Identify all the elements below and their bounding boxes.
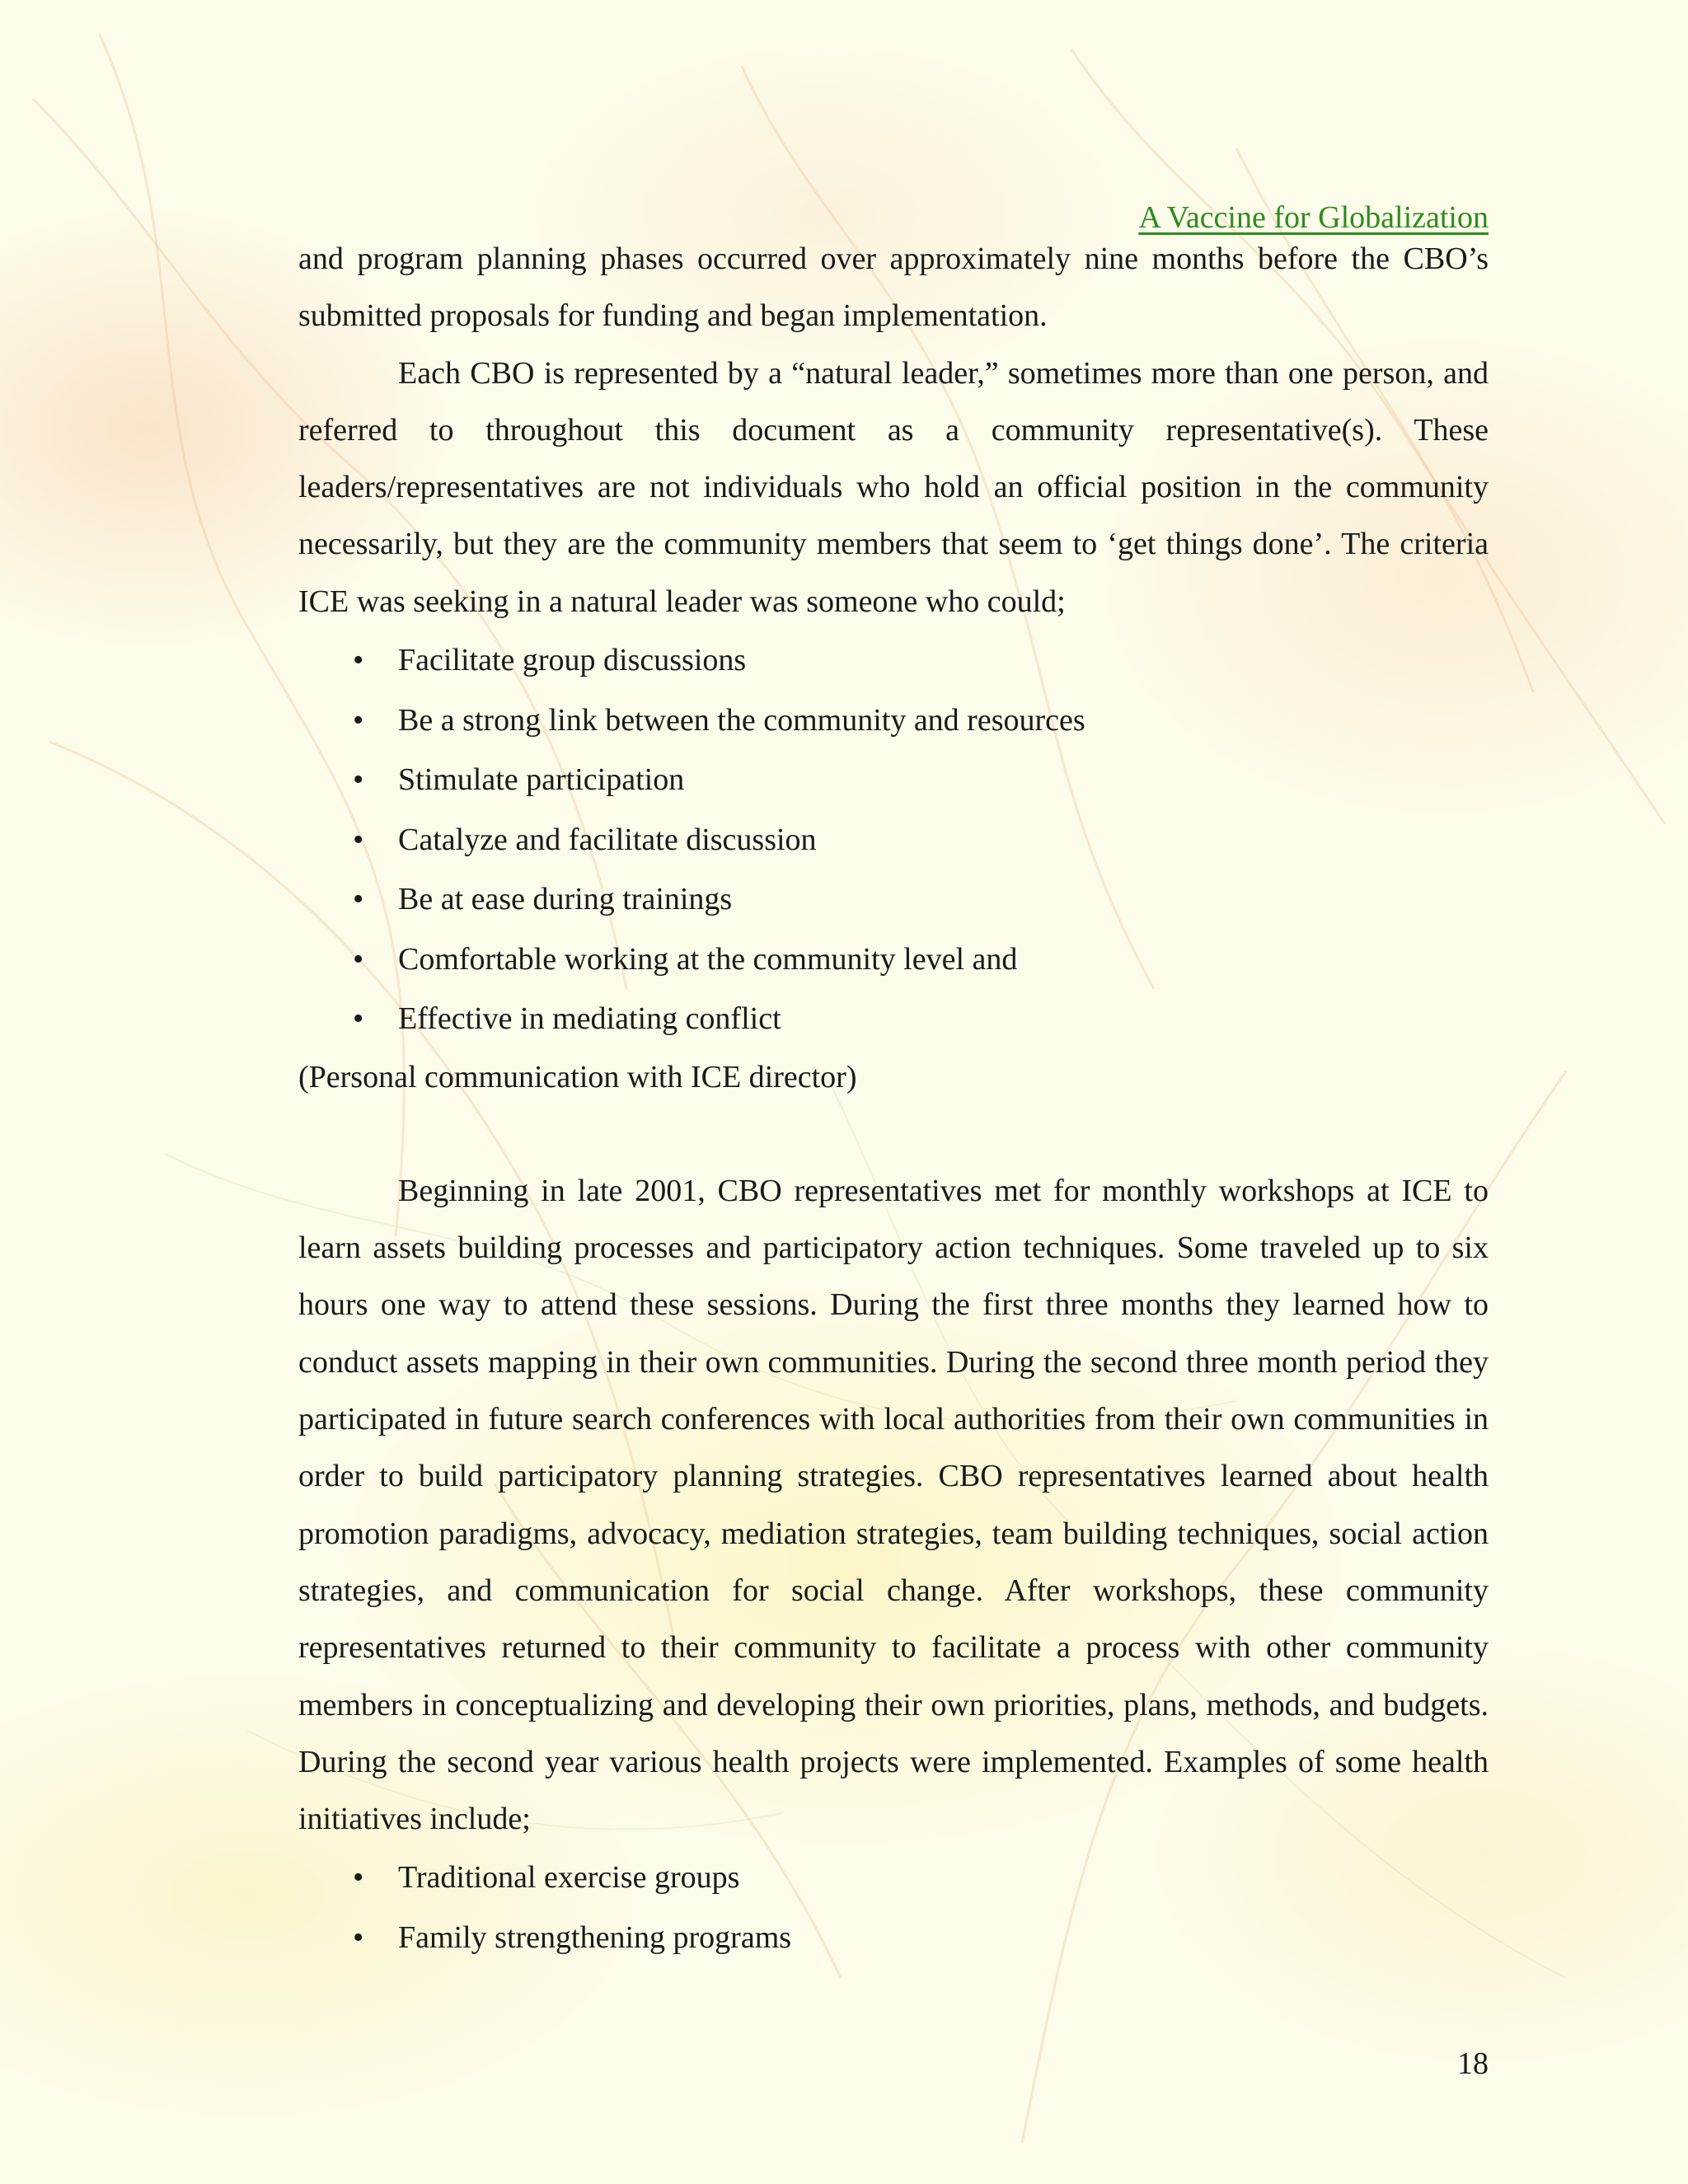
- list-item-text: Stimulate participation: [398, 762, 685, 798]
- list-item: [298, 1908, 1489, 1968]
- bullet-icon: •: [353, 882, 364, 917]
- list-item: [298, 1848, 1489, 1908]
- list-item: [298, 869, 1489, 930]
- paragraph-continued: and program planning phases occurred over approximately nine months before the CBO’s submitted proposals for funding and began implementation.: [298, 241, 1489, 334]
- page-body: [298, 231, 1489, 1967]
- health-initiatives-list: [298, 1848, 1489, 1967]
- bullet-icon: •: [353, 822, 364, 857]
- bullet-icon: •: [353, 941, 364, 977]
- list-item: [298, 810, 1489, 870]
- list-item: [298, 930, 1489, 990]
- list-item: [298, 989, 1489, 1049]
- bullet-icon: •: [353, 702, 364, 738]
- list-item: [298, 750, 1489, 810]
- running-title[interactable]: A Vaccine for Globalization: [1138, 200, 1489, 235]
- page-number: 18: [1457, 2046, 1489, 2081]
- list-item-text: Catalyze and facilitate discussion: [398, 822, 817, 857]
- leader-criteria-list: [298, 630, 1489, 1049]
- list-item-text: Comfortable working at the community level and: [398, 941, 1018, 977]
- bullet-icon: •: [353, 643, 364, 678]
- paragraph-natural-leaders: Each CBO is represented by a “natural leader,” sometimes more than one person, and referred to throughout this document as a community representative(s). These leaders/representatives are not individuals who hold an official position in the community necessarily, but they are the community members that seem to ‘get things done’. The criteria ICE was seeking in a natural leader was someone who could;: [298, 355, 1489, 619]
- bullet-icon: •: [353, 762, 364, 798]
- list-item-text: Effective in mediating conflict: [398, 1001, 781, 1037]
- list-item-text: Traditional exercise groups: [398, 1860, 740, 1896]
- list-item-text: Facilitate group discussions: [398, 643, 747, 678]
- paragraph-workshops: Beginning in late 2001, CBO representatives met for monthly workshops at ICE to learn assets building processes and participatory action techniques. Some traveled up to six hours one way to attend these sessions. During the first three months they learned how to conduct assets mapping in their own communities. During the second three month period they participated in future search conferences with local authorities from their own communities in order to build participatory planning strategies. CBO representatives learned about health promotion paradigms, advocacy, mediation strategies, team building techniques, social action strategies, and communication for social change. After workshops, these community representatives returned to their community to facilitate a process with other community members in conceptualizing and developing their own priorities, plans, methods, and budgets. During the second year various health projects were implemented. Examples of some health initiatives include;: [298, 1173, 1489, 1837]
- list-item-text: Be at ease during trainings: [398, 882, 733, 917]
- bullet-icon: •: [353, 1001, 364, 1037]
- bullet-icon: •: [353, 1919, 364, 1955]
- paragraph-spacer: [298, 1106, 1489, 1163]
- citation: (Personal communication with ICE director): [298, 1059, 857, 1094]
- list-item-text: Family strengthening programs: [398, 1919, 792, 1955]
- list-item-text: Be a strong link between the community and resources: [398, 702, 1085, 738]
- list-item: [298, 691, 1489, 751]
- list-item: [298, 630, 1489, 691]
- bullet-icon: •: [353, 1860, 364, 1896]
